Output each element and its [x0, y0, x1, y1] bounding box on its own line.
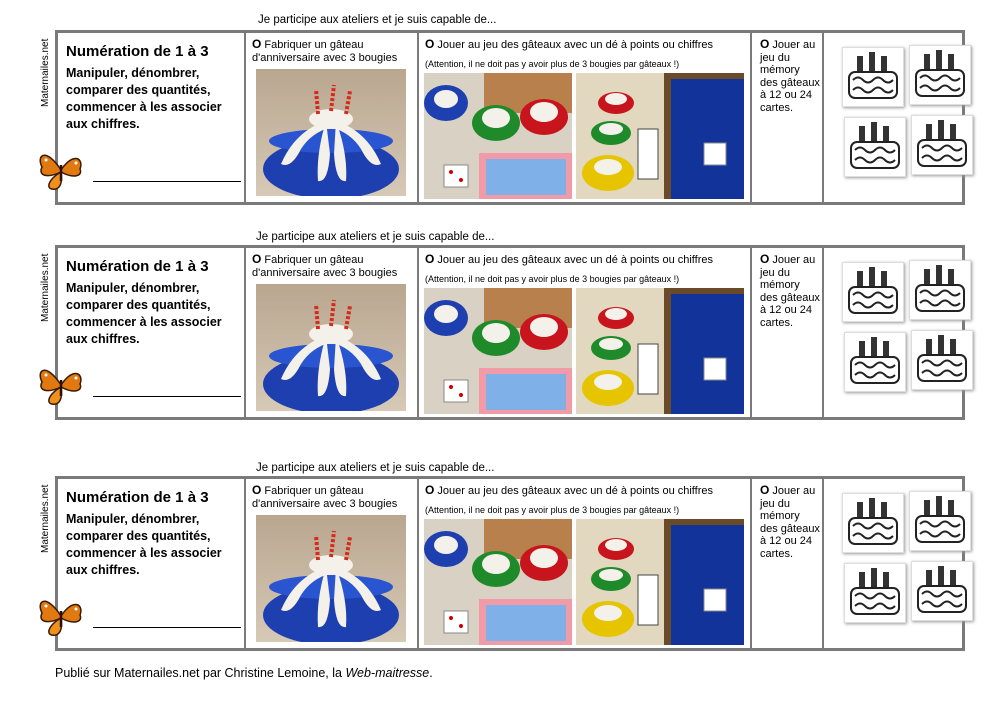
name-line [93, 396, 241, 397]
game-photo-bowls [424, 73, 572, 199]
game-photo-bowls [424, 288, 572, 414]
task-memory [760, 484, 820, 560]
cake-card-icon [842, 47, 904, 107]
site-label: Maternailes.net [40, 254, 51, 323]
task-game-note: (Attention, il ne doit pas y avoir plus de 3 bougies par gâteaux !) [425, 59, 680, 69]
skill-title: Numération de 1 à 3 [66, 43, 209, 60]
checkbox-marker: O [252, 252, 262, 266]
cake-card-icon [842, 493, 904, 553]
task-game [425, 484, 713, 498]
cake-card-icon [909, 491, 971, 551]
footer-prefix: Publié sur Maternailes.net par Christine Lemoine, la [55, 666, 346, 680]
game-photo-board [576, 288, 744, 414]
footer-italic: Web-maitresse [345, 666, 430, 680]
task-game-text: Jouer au jeu des gâteaux avec un dé à points ou chiffres [437, 254, 714, 266]
memory-cards-cell [824, 248, 962, 417]
strip [40, 245, 965, 420]
cake-card-icon [909, 260, 971, 320]
task-game-note: (Attention, il ne doit pas y avoir plus de 3 bougies par gâteaux !) [425, 274, 680, 284]
skill-title: Numération de 1 à 3 [66, 258, 209, 275]
checkbox-marker: O [252, 483, 262, 497]
checkbox-marker: O [760, 483, 770, 497]
butterfly-icon [36, 591, 86, 641]
task-game-note: (Attention, il ne doit pas y avoir plus de 3 bougies par gâteaux !) [425, 505, 680, 515]
skill-description: Manipuler, dénombrer, comparer des quantités, commencer à les associer aux chiffres. [66, 281, 222, 346]
game-photo-board [576, 519, 744, 645]
cake-photo [256, 515, 406, 642]
site-label: Maternailes.net [40, 485, 51, 554]
task-memory-text: Jouer au jeu du mémory des gâteaux à 12 ou 24 cartes. [760, 39, 820, 114]
memory-cards-cell [824, 479, 962, 648]
task-memory-cell [752, 479, 824, 648]
game-photo-board [576, 73, 744, 199]
cake-card-icon [844, 332, 906, 392]
task-game [425, 253, 713, 267]
task-game-cell [419, 248, 752, 417]
footer-suffix: . [429, 666, 433, 680]
checkbox-marker: O [252, 37, 262, 51]
strip-heading: Je participe aux ateliers et je suis capable de... [256, 231, 495, 243]
task-cake-text: Fabriquer un gâteau d'anniversaire avec 3 bougies [252, 254, 398, 279]
task-cake-cell [246, 248, 419, 417]
butterfly-icon [36, 145, 86, 195]
cake-photo [256, 69, 406, 196]
checkbox-marker: O [425, 37, 435, 51]
title-cell [40, 479, 246, 648]
task-game-text: Jouer au jeu des gâteaux avec un dé à points ou chiffres [437, 485, 714, 497]
butterfly-icon [36, 360, 86, 410]
skill-title: Numération de 1 à 3 [66, 489, 209, 506]
task-cake [252, 253, 417, 280]
strip [40, 30, 965, 205]
title-cell [40, 33, 246, 202]
checkbox-marker: O [425, 483, 435, 497]
game-photo-bowls [424, 519, 572, 645]
task-memory-text: Jouer au jeu du mémory des gâteaux à 12 ou 24 cartes. [760, 254, 820, 329]
task-cake-text: Fabriquer un gâteau d'anniversaire avec 3 bougies [252, 39, 398, 64]
strip-heading: Je participe aux ateliers et je suis capable de... [258, 14, 497, 26]
task-cake-text: Fabriquer un gâteau d'anniversaire avec 3 bougies [252, 485, 398, 510]
skill-description: Manipuler, dénombrer, comparer des quantités, commencer à les associer aux chiffres. [66, 66, 222, 131]
task-cake-cell [246, 33, 419, 202]
cake-card-icon [844, 117, 906, 177]
footer [55, 666, 433, 680]
task-memory [760, 38, 820, 114]
task-cake-cell [246, 479, 419, 648]
task-memory-cell [752, 248, 824, 417]
checkbox-marker: O [760, 37, 770, 51]
name-line [93, 181, 241, 182]
cake-card-icon [842, 262, 904, 322]
memory-cards-cell [824, 33, 962, 202]
cake-card-icon [911, 115, 973, 175]
task-game-cell [419, 33, 752, 202]
title-cell [40, 248, 246, 417]
task-cake [252, 484, 417, 511]
task-memory [760, 253, 820, 329]
task-memory-text: Jouer au jeu du mémory des gâteaux à 12 ou 24 cartes. [760, 485, 820, 560]
task-game [425, 38, 713, 52]
cake-card-icon [911, 561, 973, 621]
cake-photo [256, 284, 406, 411]
checkbox-marker: O [425, 252, 435, 266]
task-game-text: Jouer au jeu des gâteaux avec un dé à points ou chiffres [437, 39, 714, 51]
checkbox-marker: O [760, 252, 770, 266]
task-game-cell [419, 479, 752, 648]
cake-card-icon [909, 45, 971, 105]
strip-heading: Je participe aux ateliers et je suis capable de... [256, 462, 495, 474]
site-label: Maternailes.net [40, 39, 51, 108]
cake-card-icon [911, 330, 973, 390]
skill-description: Manipuler, dénombrer, comparer des quantités, commencer à les associer aux chiffres. [66, 512, 222, 577]
cake-card-icon [844, 563, 906, 623]
strip [40, 476, 965, 651]
task-memory-cell [752, 33, 824, 202]
task-cake [252, 38, 417, 65]
name-line [93, 627, 241, 628]
